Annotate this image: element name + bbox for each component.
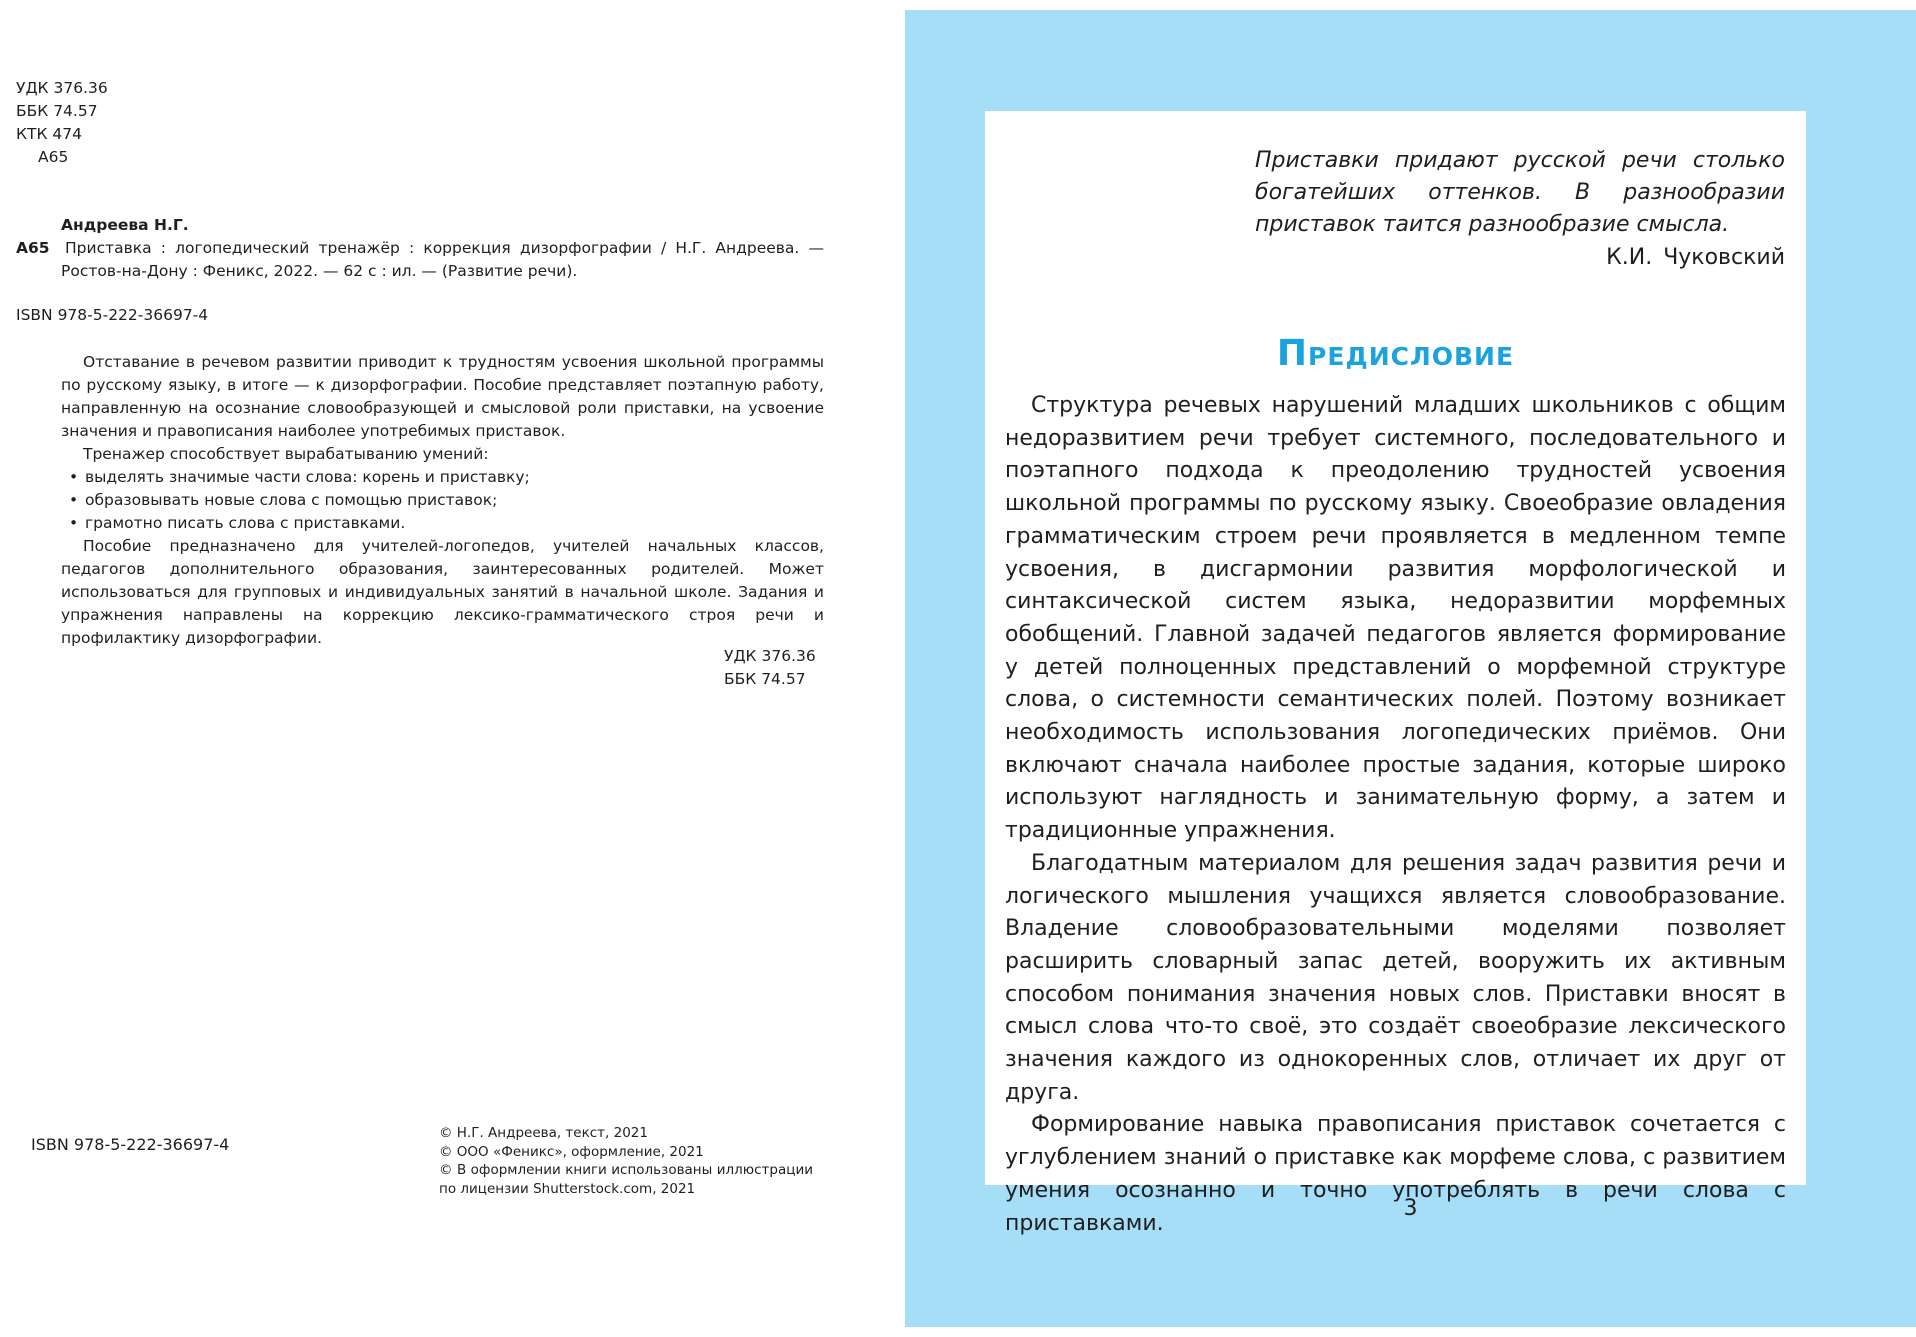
copyright-block [439, 1124, 813, 1198]
isbn-bottom: ISBN 978-5-222-36697-4 [31, 1135, 230, 1154]
copyright-line: по лицензии Shutterstock.com, 2021 [439, 1180, 696, 1197]
list-item: • грамотно писать слова с приставками. [61, 512, 824, 535]
paragraph: Благодатным материалом для решения задач развития речи и логического мышления учащихся является словообразование. Владение словообразовательными моделями позволяет расширить словарный запас детей, вооружить их активным способом понимания значения новых слов. Приставки вносят в смысл слова что-то своё, это создаёт своеобразие лексического значения каждого из однокоренных слов, отличает их друг от друга. [1005, 850, 1786, 1105]
preface-body [1005, 390, 1786, 1240]
preface-text-panel [985, 111, 1806, 1236]
annotation-paragraph-2: Тренажер способствует вырабатыванию умений: [83, 445, 489, 463]
bbk-code: ББК 74.57 [16, 102, 98, 120]
list-item: • выделять значимые части слова: корень и приставку; [61, 466, 824, 489]
paragraph: Формирование навыка правописания приставок сочетается с углублением знаний о приставке как морфеме слова, с развитием умения осознанно и точно употреблять в речи слова с приставками. [1005, 1112, 1786, 1236]
isbn-top: ISBN 978-5-222-36697-4 [16, 306, 209, 324]
bbk-code-bottom: ББК 74.57 [724, 670, 806, 688]
paragraph: Структура речевых нарушений младших школьников с общим недоразвитием речи требует системного, последовательного и поэтапного подхода к преодолению трудностей усвоения школьной программы по русскому языку. Своеобразие овладения грамматическим строем речи проявляется в медленном темпе усвоения, в дисгармонии развития морфологической и синтаксической систем языка, недоразвитии морфемных обобщений. Главной задачей педагогов является формирование у детей полноценных представлений о морфемной структуре слова, о системности семантических полей. Поэтому возникает необходимость использования логопедических приёмов. Они включают сначала наиболее простые задания, которые широко используют наглядность и занимательную форму, а затем и традиционные упражнения. [1005, 393, 1786, 844]
copyright-line: © Н.Г. Андреева, текст, 2021 [439, 1125, 648, 1141]
classification-codes-bottom [724, 645, 816, 691]
skills-list [61, 466, 824, 535]
annotation-paragraph-1: Отставание в речевом развитии приводит к трудностям усвоения школьной программы по русскому языку, в итоге — к дизорфографии. Пособие представляет поэтапную работу, направленную на осознание словообразующей и смысловой роли приставки, на усвоение значения и правописания наиболее употребимых приставок. [61, 353, 824, 440]
bibliography-code: А65 [16, 239, 50, 257]
ktk-code: КТК 474 [16, 125, 82, 143]
page-number: 3 [1403, 1196, 1418, 1221]
annotation-paragraph-3: Пособие предназначено для учителей-логопедов, учителей начальных классов, педагогов дополнительного образования, заинтересованных родителей. Может использоваться для групповых и индивидуальных занятий в начальной школе. Задания и упражнения направлены на коррекцию лексико-грамматического строя речи и профилактику дизорфографии. [61, 537, 824, 647]
copyright-line: © В оформлении книги использованы иллюстрации [439, 1162, 813, 1178]
author-mark: А65 [38, 148, 69, 166]
copyright-line: © ООО «Феникс», оформление, 2021 [439, 1143, 704, 1160]
udk-code-bottom: УДК 376.36 [724, 647, 816, 665]
imprint-page [0, 0, 905, 1337]
list-item: • образовывать новые слова с помощью приставок; [61, 489, 824, 512]
bibliography-description: Приставка : логопедический тренажёр : коррекция дизорфографии / Н.Г. Андреева. — Ростов-на-Дону : Феникс, 2022. — 62 с : ил. — (Развитие речи). [61, 239, 824, 280]
bibliography-author: Андреева Н.Г. [61, 216, 189, 234]
udk-code: УДК 376.36 [16, 79, 108, 97]
epigraph-author: К.И. Чуковский [1606, 245, 1785, 270]
epigraph-quote: Приставки придают русской речи столько богатейших оттенков. В разнообразии приставок таится разнообразие смысла. [1255, 148, 1785, 237]
page-title: Предисловие [1276, 333, 1515, 374]
preface-page [905, 10, 1916, 1327]
annotation [61, 351, 824, 650]
classification-codes [16, 77, 108, 169]
